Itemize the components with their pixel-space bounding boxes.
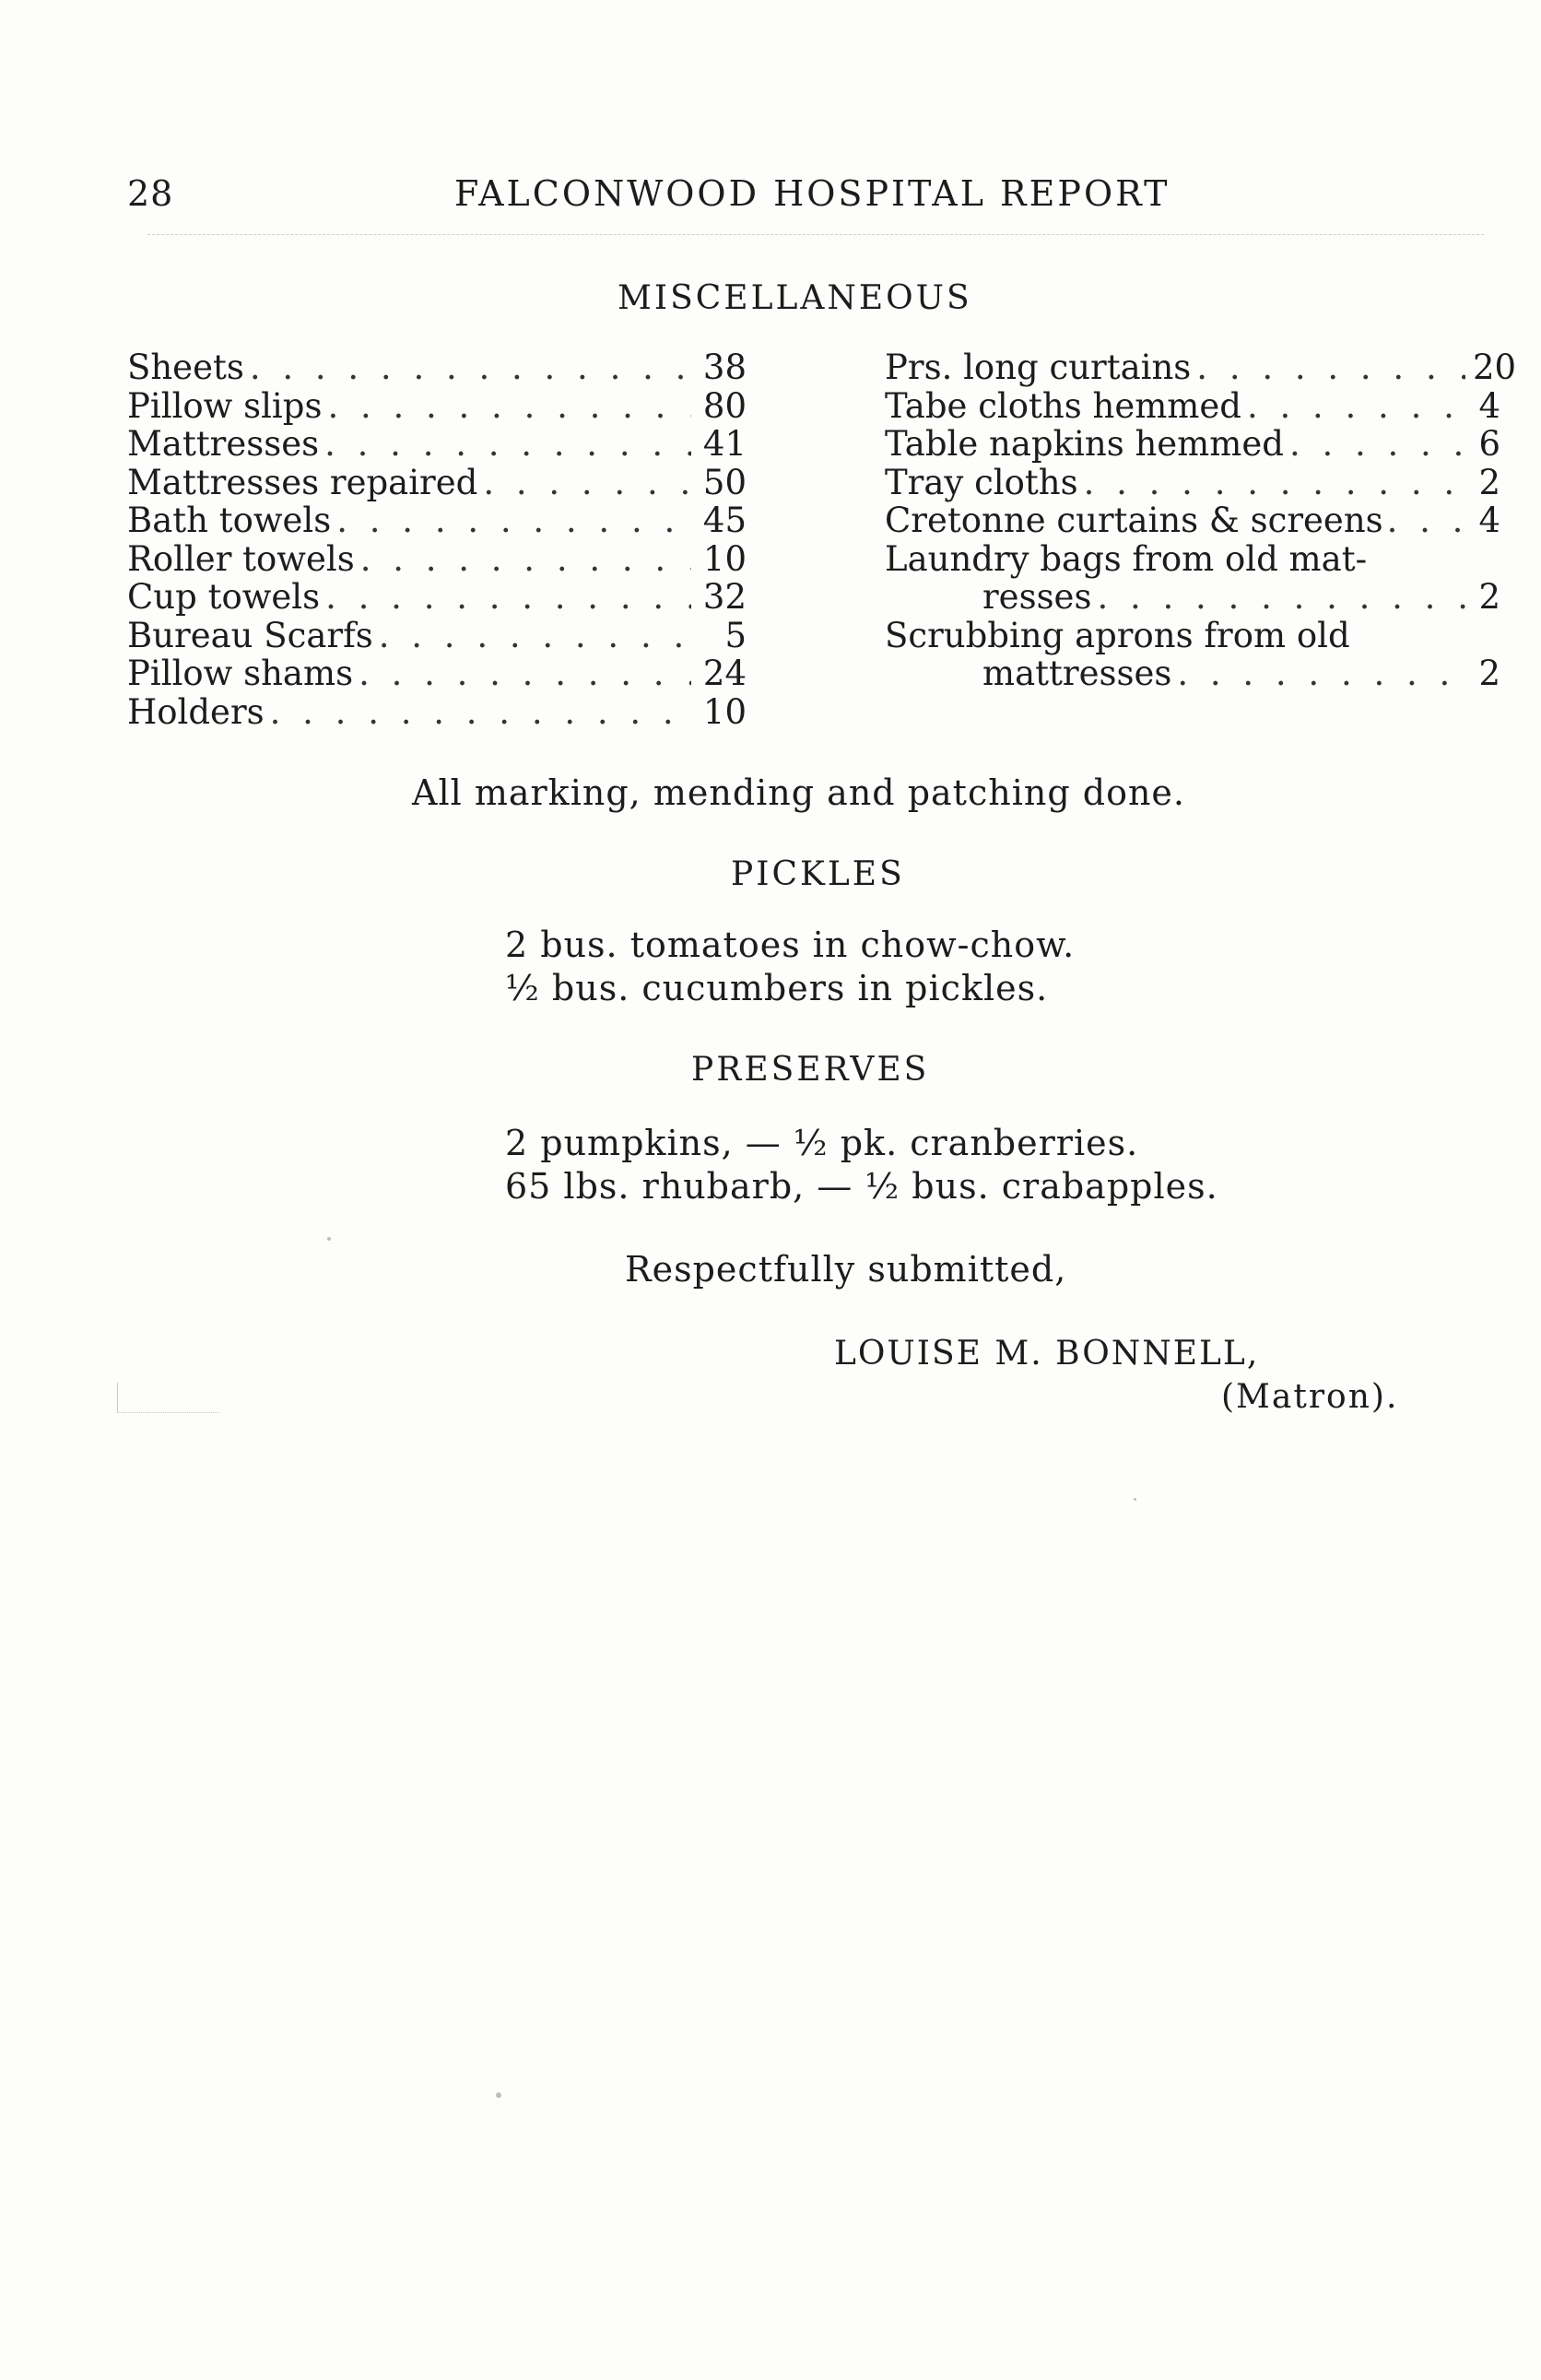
- mending-note: All marking, mending and patching done.: [412, 772, 1185, 813]
- item-quantity: 2: [1478, 654, 1500, 693]
- item-quantity: 41: [702, 424, 747, 464]
- ledger-row-table-cloths: [885, 387, 1500, 426]
- item-label: Sheets: [127, 348, 244, 387]
- ledger-row-cretonne-curtains: [885, 501, 1500, 540]
- signatory-position: (Matron).: [1221, 1378, 1399, 1416]
- ledger-row-tray-cloths: [885, 464, 1500, 502]
- ledger-row-holders: [127, 693, 747, 732]
- item-quantity: 38: [702, 348, 747, 387]
- preserves-line-pumpkins: 2 pumpkins, — ½ pk. cranberries.: [505, 1123, 1139, 1163]
- pickles-line-cucumbers: ½ bus. cucumbers in pickles.: [505, 968, 1049, 1008]
- item-label: Holders: [127, 691, 265, 732]
- dot-leader: [270, 693, 691, 732]
- dot-leader: [1177, 654, 1465, 693]
- ledger-row-scrubbing-aprons-continued: [885, 654, 1500, 693]
- page-margin-mark: [117, 1383, 219, 1413]
- ledger-row-bureau-scarfs: [127, 617, 747, 655]
- paper-speck: [1134, 1498, 1136, 1501]
- item-label: Scrubbing aprons from old: [885, 615, 1350, 655]
- item-label: Laundry bags from old mat-: [885, 538, 1368, 579]
- dot-leader: [325, 578, 691, 617]
- dot-leader: [327, 387, 691, 426]
- ledger-row-scrubbing-aprons: [885, 617, 1500, 655]
- dot-leader: [360, 540, 691, 579]
- dot-leader: [250, 348, 691, 387]
- dot-leader: [1196, 348, 1465, 387]
- valediction: Respectfully submitted,: [625, 1249, 1067, 1290]
- item-label: Cretonne curtains & screens: [885, 501, 1383, 540]
- item-quantity: 2: [1478, 577, 1500, 617]
- paper-speck: [496, 2092, 501, 2098]
- ledger-row-roller-towels: [127, 540, 747, 579]
- miscellaneous-heading: MISCELLANEOUS: [618, 279, 972, 317]
- item-label: Mattresses: [127, 424, 320, 464]
- item-label: Roller towels: [127, 538, 355, 579]
- running-title: FALCONWOOD HOSPITAL REPORT: [454, 173, 1170, 214]
- ledger-row-pillow-slips: [127, 387, 747, 426]
- dot-leader: [1084, 464, 1465, 502]
- item-label: Mattresses repaired: [127, 462, 478, 502]
- dot-leader: [359, 654, 691, 693]
- dot-leader: [379, 617, 691, 655]
- ledger-row-pillow-shams: [127, 654, 747, 693]
- preserves-line-rhubarb: 65 lbs. rhubarb, — ½ bus. crabapples.: [505, 1166, 1218, 1207]
- miscellaneous-right-column: [885, 348, 1517, 693]
- item-quantity: 2: [1478, 462, 1500, 502]
- item-quantity: 32: [702, 577, 747, 617]
- miscellaneous-left-column: [127, 348, 747, 731]
- item-label: Table napkins hemmed: [885, 424, 1284, 464]
- preserves-heading: PRESERVES: [691, 1051, 930, 1089]
- item-quantity: 50: [702, 462, 747, 502]
- ledger-row-mattresses-repaired: [127, 464, 747, 502]
- ledger-row-bath-towels: [127, 501, 747, 540]
- item-quantity: 5: [724, 615, 747, 655]
- dot-leader: [1097, 578, 1465, 617]
- ledger-row-mattresses: [127, 425, 747, 464]
- dot-leader: [1289, 425, 1465, 464]
- item-quantity: 20: [1473, 348, 1517, 387]
- item-label: Tray cloths: [885, 462, 1078, 502]
- item-quantity: 6: [1478, 424, 1500, 464]
- dot-leader: [336, 501, 691, 540]
- ledger-row-long-curtains: [885, 348, 1517, 387]
- item-quantity: 10: [702, 691, 747, 732]
- item-quantity: 80: [702, 385, 747, 426]
- item-label: Tabe cloths hemmed: [885, 385, 1241, 426]
- item-quantity: 4: [1478, 501, 1500, 540]
- item-label-continued: mattresses: [982, 654, 1172, 693]
- dot-leader: [483, 464, 691, 502]
- item-quantity: 4: [1478, 385, 1500, 426]
- item-quantity: 45: [702, 501, 747, 540]
- page-number: 28: [127, 173, 174, 214]
- item-label: Pillow slips: [127, 385, 323, 426]
- page-header: [127, 173, 1491, 214]
- pickles-line-tomatoes: 2 bus. tomatoes in chow-chow.: [505, 925, 1076, 965]
- item-label: Pillow shams: [127, 654, 354, 693]
- paper-speck: [327, 1237, 331, 1241]
- pickles-heading: PICKLES: [731, 855, 905, 893]
- item-label: Prs. long curtains: [885, 348, 1192, 387]
- signatory-name: LOUISE M. BONNELL,: [834, 1335, 1260, 1373]
- header-rule: [147, 234, 1484, 235]
- item-label: Bath towels: [127, 501, 332, 540]
- ledger-row-table-napkins: [885, 425, 1500, 464]
- item-quantity: 10: [702, 538, 747, 579]
- dot-leader: [1247, 387, 1465, 426]
- item-label-continued: resses: [982, 577, 1092, 617]
- ledger-row-laundry-bags: [885, 540, 1500, 579]
- ledger-row-cup-towels: [127, 578, 747, 617]
- dot-leader: [1387, 501, 1469, 540]
- item-label: Cup towels: [127, 577, 321, 617]
- item-label: Bureau Scarfs: [127, 615, 373, 655]
- item-quantity: 24: [702, 654, 747, 693]
- dot-leader: [324, 425, 691, 464]
- ledger-row-sheets: [127, 348, 747, 387]
- ledger-row-laundry-bags-continued: [885, 578, 1500, 617]
